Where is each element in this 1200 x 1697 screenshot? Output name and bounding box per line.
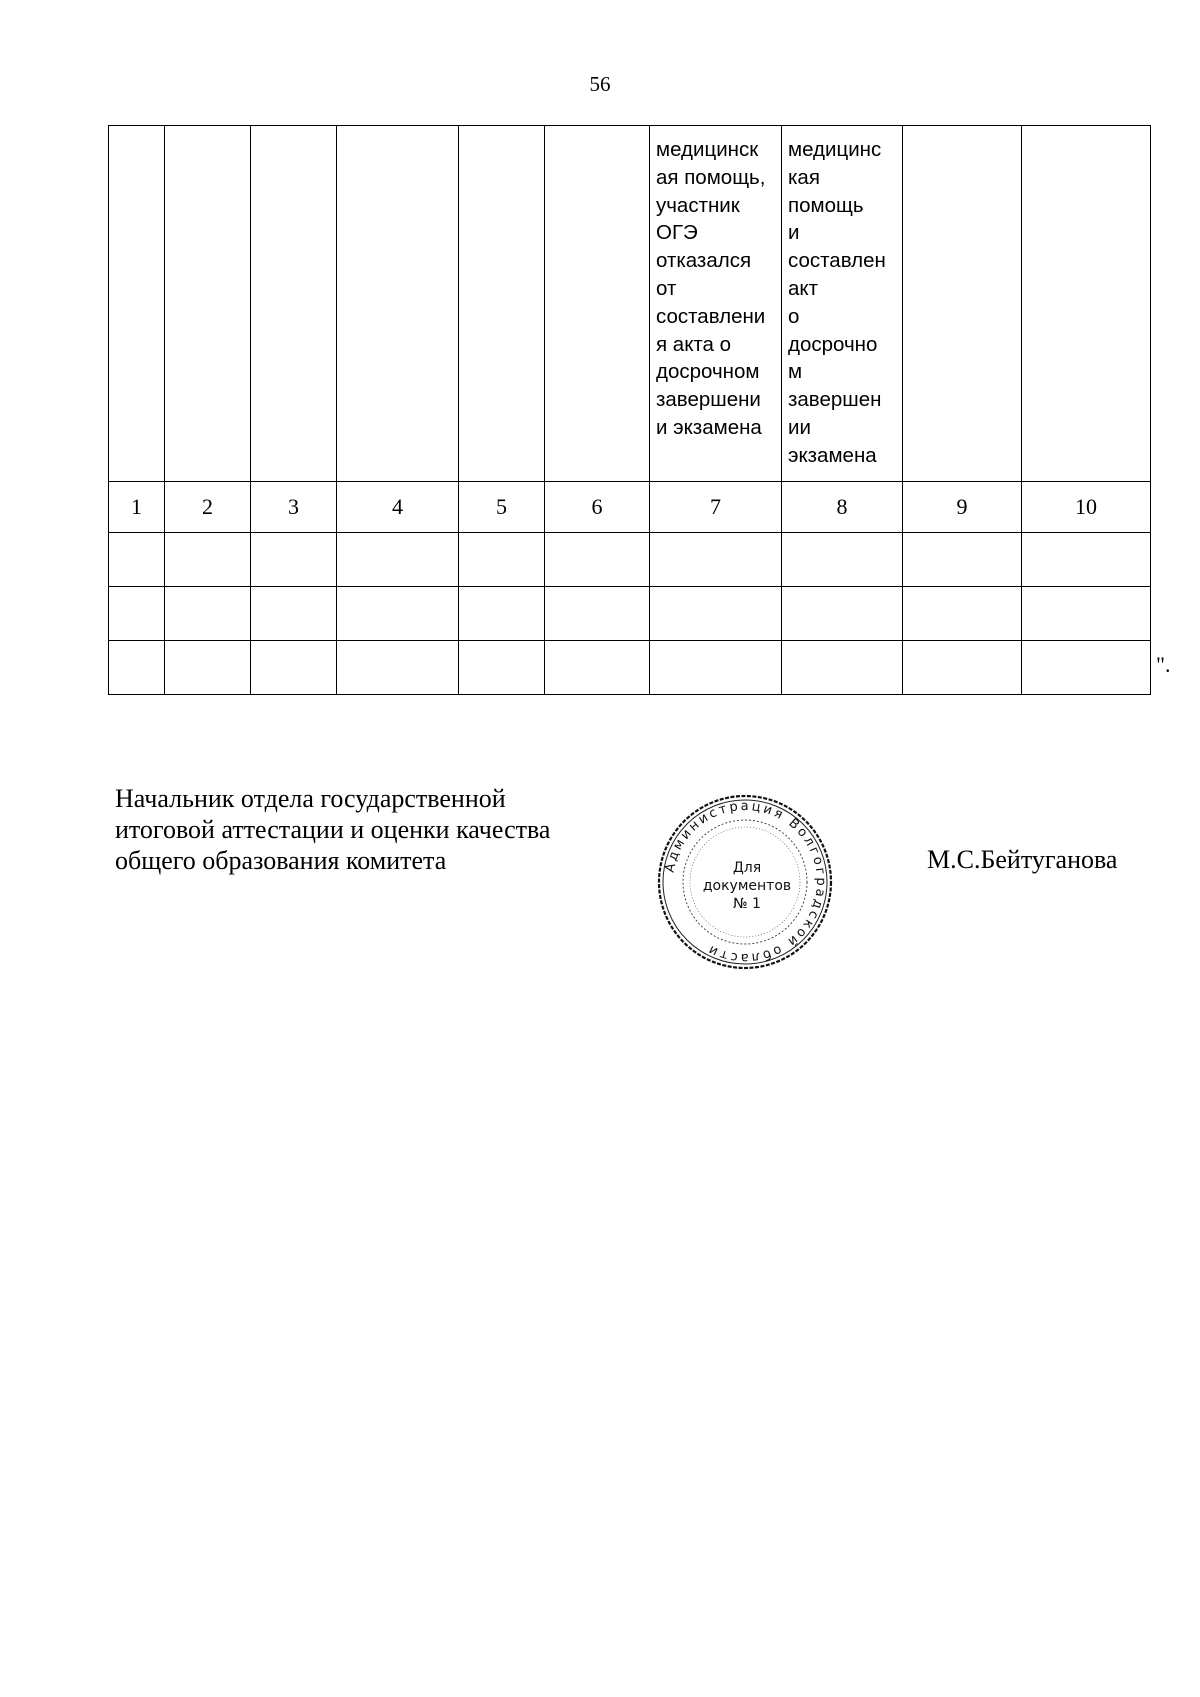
table-cell[interactable] — [903, 641, 1022, 695]
seal-icon — [655, 792, 835, 972]
table-cell[interactable] — [1022, 533, 1151, 587]
table-cell[interactable] — [782, 533, 903, 587]
table-cell[interactable] — [109, 587, 165, 641]
header-cell-5 — [459, 126, 545, 482]
table-cell[interactable] — [545, 533, 650, 587]
table-cell[interactable] — [165, 533, 251, 587]
table-cell[interactable] — [165, 641, 251, 695]
table-cell[interactable] — [251, 641, 337, 695]
column-number: 1 — [109, 482, 165, 533]
column-number: 7 — [650, 482, 782, 533]
table-cell[interactable] — [459, 533, 545, 587]
header-cell-2 — [165, 126, 251, 482]
table-cell[interactable] — [251, 587, 337, 641]
signatory-position-line: общего образования комитета — [115, 846, 447, 875]
signatory-name: М.С.Бейтуганова — [927, 845, 1118, 874]
signatory-position-line: Начальник отдела государственной — [115, 784, 506, 813]
svg-text:документов: документов — [702, 878, 792, 894]
svg-text:Администрация Волгоградской об: Администрация Волгоградской области — [662, 798, 829, 966]
table-cell[interactable] — [337, 641, 459, 695]
table-cell[interactable] — [782, 641, 903, 695]
header-cell-4 — [337, 126, 459, 482]
table-cell[interactable] — [903, 587, 1022, 641]
table-cell[interactable] — [165, 587, 251, 641]
header-cell-6 — [545, 126, 650, 482]
signatory-position — [115, 783, 550, 876]
column-number: 4 — [337, 482, 459, 533]
table-cell[interactable] — [545, 587, 650, 641]
table-cell[interactable] — [459, 641, 545, 695]
table-cell[interactable] — [109, 533, 165, 587]
column-number: 10 — [1022, 482, 1151, 533]
table-cell[interactable] — [109, 641, 165, 695]
table-cell[interactable] — [1022, 641, 1151, 695]
svg-text:Для: Для — [732, 860, 762, 876]
header-cell-10 — [1022, 126, 1151, 482]
header-cell-7: медицинск ая помощь, участник ОГЭ отказался от составлени я акта о досрочном завершени и экзамена — [650, 126, 782, 482]
table-cell[interactable] — [650, 587, 782, 641]
table-cell[interactable] — [650, 533, 782, 587]
table-row — [109, 533, 1151, 587]
table-cell[interactable] — [903, 533, 1022, 587]
column-number: 8 — [782, 482, 903, 533]
column-number: 6 — [545, 482, 650, 533]
header-cell-8: медицинс кая помощь и составлен акт о досрочно м завершен ии экзамена — [782, 126, 903, 482]
column-number: 3 — [251, 482, 337, 533]
form-table — [108, 125, 1151, 695]
svg-text:№ 1: № 1 — [733, 896, 761, 912]
header-cell-9 — [903, 126, 1022, 482]
header-cell-3 — [251, 126, 337, 482]
table-cell[interactable] — [545, 641, 650, 695]
table-header-row — [109, 126, 1151, 482]
table-cell[interactable] — [251, 533, 337, 587]
column-number: 5 — [459, 482, 545, 533]
column-number: 9 — [903, 482, 1022, 533]
table-row — [109, 587, 1151, 641]
table-row — [109, 641, 1151, 695]
header-cell-1 — [109, 126, 165, 482]
official-seal — [655, 792, 835, 972]
table-cell[interactable] — [459, 587, 545, 641]
table-cell[interactable] — [650, 641, 782, 695]
column-number: 2 — [165, 482, 251, 533]
table-cell[interactable] — [337, 533, 459, 587]
table-cell[interactable] — [782, 587, 903, 641]
table-cell[interactable] — [337, 587, 459, 641]
column-number-row — [109, 482, 1151, 533]
signatory-position-line: итоговой аттестации и оценки качества — [115, 815, 551, 844]
table-cell[interactable] — [1022, 587, 1151, 641]
closing-quote: ". — [1156, 652, 1171, 677]
page-number: 56 — [589, 72, 611, 96]
